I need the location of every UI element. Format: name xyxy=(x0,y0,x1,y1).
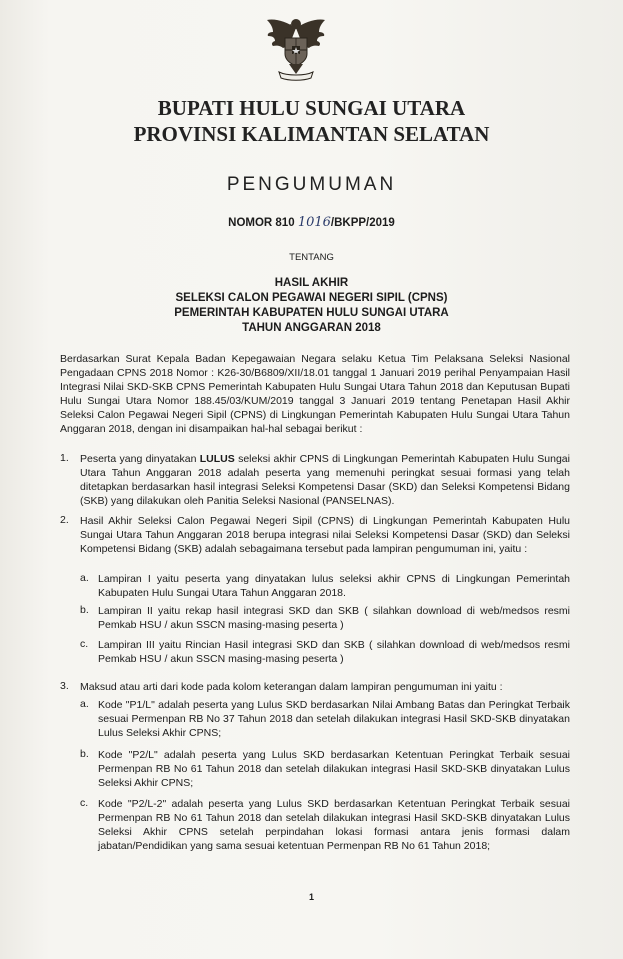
point-3-text: Maksud atau arti dari kode pada kolom keterangan dalam lampiran pengumuman ini yaitu : xyxy=(80,681,503,693)
sub-label: a. xyxy=(80,572,89,584)
document-number xyxy=(0,215,623,230)
sub-label: c. xyxy=(80,797,89,809)
point-3b-text: Kode "P2/L" adalah peserta yang Lulus SKD berdasarkan Ketentuan Peringkat Terbaik sesuai Permenpan RB No 61 Tahun 2018 dan setelah dilakukan integrasi Hasil SKD-SKB dinyatakan Lulus Seleksi Akhir CPNS; xyxy=(98,749,570,789)
sub-label: b. xyxy=(80,748,89,760)
point-1-post: seleksi akhir CPNS di Lingkungan Pemerintah Kabupaten Hulu Sungai Utara Tahun Anggaran 2018 adalah peserta yang memenuhi peringkat sesuai formasi yang telah ditetapkan berdasarkan hasil integrasi Seleksi Kompetensi Dasar (SKD) dan Seleksi Kompetensi Bidang (SKB) yang dilakukan oleh Panitia Seleksi Nasional (PANSELNAS). xyxy=(80,453,570,507)
point-1-text xyxy=(80,452,570,508)
page-number: 1 xyxy=(308,892,314,902)
sub-label: a. xyxy=(80,698,89,710)
sub-label: b. xyxy=(80,604,89,616)
subject-line: HASIL AKHIR xyxy=(274,277,349,289)
point-3a-text: Kode "P1/L" adalah peserta yang Lulus SKD berdasarkan Nilai Ambang Batas dan Peringkat Terbaik sesuai Permenpan RB No 37 Tahun 2018 dan setelah dilakukan integrasi Hasil SKD-SKB dinyatakan Lulus Seleksi Akhir CPNS; xyxy=(98,699,570,739)
point-1-bold: LULUS xyxy=(199,453,235,465)
subject-heading xyxy=(0,276,623,336)
number-suffix: /BKPP/2019 xyxy=(330,217,395,229)
point-number: 3. xyxy=(60,680,69,692)
intro-paragraph: Berdasarkan Surat Kepala Badan Kepegawaian Negara selaku Ketua Tim Pelaksana Seleksi Nasional Pengadaan CPNS 2018 Nomor : K26-30/B6809/XII/18.01 tanggal 1 Januari 2019 perihal Penyampaian Hasil Integrasi Nilai SKD-SKB CPNS Pemerintah Kabupaten Hulu Sungai Utara Tahun 2018 dan Keputusan Bupati Hulu Sungai Utara Nomor 188.45/03/KUM/2019 tanggal 3 Januari 2019 tentang Penetapan Hasil Akhir Seleksi Calon Pegawai Negeri Sipil (CPNS) di Lingkungan Pemerintah Kabupaten Hulu Sungai Utara Tahun Anggaran 2018, dengan ini disampaikan hal-hal sebagai berikut : xyxy=(60,353,570,435)
sub-label: c. xyxy=(80,638,89,650)
subject-line: SELEKSI CALON PEGAWAI NEGERI SIPIL (CPNS) xyxy=(175,292,448,304)
garuda-emblem-icon xyxy=(265,14,327,84)
number-prefix: NOMOR 810 xyxy=(228,217,298,229)
point-3c-text: Kode "P2/L-2" adalah peserta yang Lulus SKD berdasarkan Ketentuan Peringkat Terbaik sesuai Permenpan RB No 61 Tahun 2018 dan setelah dilakukan integrasi Hasil SKD-SKB dinyatakan Lulus Seleksi Akhir CPNS setelah perpindahan lokasi formasi antara jenis formasi dalam jabatan/Pendidikan yang sama sesuai ketentuan Permenpan RB No 61 Tahun 2018; xyxy=(98,798,570,852)
regent-title: BUPATI HULU SUNGAI UTARA xyxy=(157,96,466,120)
announcement-heading: PENGUMUMAN xyxy=(226,174,397,195)
point-2c-text: Lampiran III yaitu Rincian Hasil integrasi SKD dan SKB ( silahkan download di web/medsos resmi Pemkab HSU / akun SSCN masing-masing peserta ) xyxy=(98,639,570,665)
subject-line: TAHUN ANGGARAN 2018 xyxy=(242,322,381,334)
point-2b-text: Lampiran II yaitu rekap hasil integrasi SKD dan SKB ( silahkan download di web/medsos resmi Pemkab HSU / akun SSCN masing-masing peserta ) xyxy=(98,605,570,631)
point-2a-text: Lampiran I yaitu peserta yang dinyatakan lulus seleksi akhir CPNS di Lingkungan Pemerintah Kabupaten Hulu Sungai Utara Tahun Anggaran 2018. xyxy=(98,573,570,599)
about-label: TENTANG xyxy=(289,252,334,263)
point-number: 2. xyxy=(60,514,69,526)
point-2-text: Hasil Akhir Seleksi Calon Pegawai Negeri Sipil (CPNS) di Lingkungan Pemerintah Kabupaten Hulu Sungai Utara Tahun Anggaran 2018 berupa integrasi nilai Seleksi Kompetensi Dasar (SKD) dan Seleksi Kompetensi Bidang (SKB) adalah sebagaimana tersebut pada lampiran pengumuman ini, yaitu : xyxy=(80,515,570,555)
province-title: PROVINSI KALIMANTAN SELATAN xyxy=(133,122,490,146)
point-number: 1. xyxy=(60,452,69,464)
point-1-pre: Peserta yang dinyatakan xyxy=(80,453,200,465)
subject-line: PEMERINTAH KABUPATEN HULU SUNGAI UTARA xyxy=(174,307,449,319)
handwritten-number: 1016 xyxy=(297,215,331,230)
